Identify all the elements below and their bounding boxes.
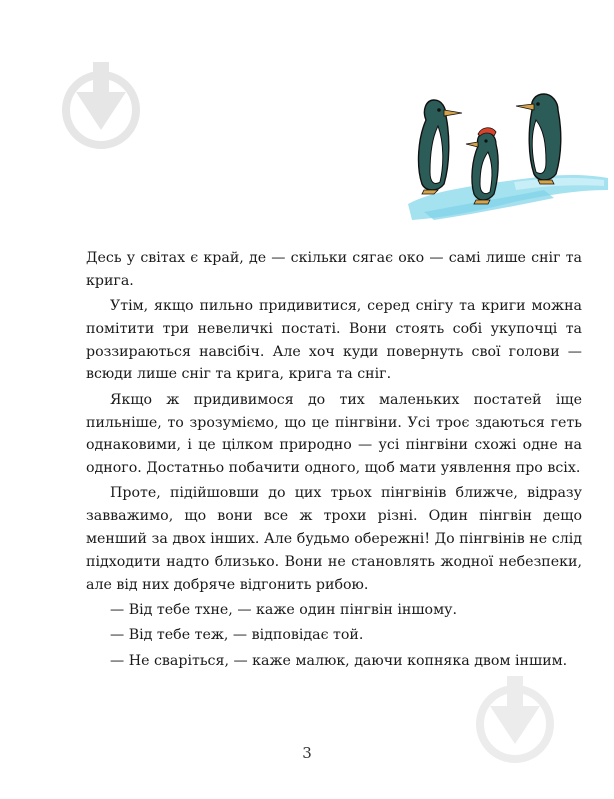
- penguin-left: [419, 100, 462, 194]
- download-watermark-icon: [60, 62, 142, 154]
- paragraph: Якщо ж придивимося до тих маленьких постатей іще пильніше, то зрозуміємо, що це пінгвіни. Усі троє здаються геть однаковими, і це цілком природно — усі пінгвіни схожі одне на одного. Достатньо побачити одного, щоб мати уявлення про всіх.: [86, 391, 582, 477]
- dialogue-line: — Від тебе теж, — відповідає той.: [110, 627, 364, 644]
- dialogue-line: — Не сваріться, — каже малюк, даючи копняка двом іншим.: [110, 652, 568, 669]
- story-text: [86, 247, 582, 675]
- penguin-right: [516, 94, 561, 184]
- paragraph: Десь у світах є край, де — скільки сягає око — самі лише сніг та крига.: [86, 250, 582, 289]
- dialogue-line: — Від тебе тхне, — каже один пінгвін іншому.: [110, 601, 457, 618]
- penguins-illustration: [404, 86, 610, 226]
- page-number: 3: [302, 744, 312, 762]
- paragraph: Утім, якщо пильно придивитися, серед снігу та криги можна помітити три невеличкі постаті. Вони стоять собі укупочці та роззираються навсібіч. Але хоч куди повернуть свої голови — всюди лише сніг та крига, крига та сніг.: [86, 298, 582, 383]
- paragraph: Проте, підійшовши до цих трьох пінгвінів ближче, відразу завважимо, що вони все ж трохи різні. Один пінгвін дещо менший за двох інших. Але будьмо обережні! До пінгвінів не слід підходити надто близько. Вони не становлять жодної небезпеки, але від них добряче відгонить рибою.: [86, 485, 582, 593]
